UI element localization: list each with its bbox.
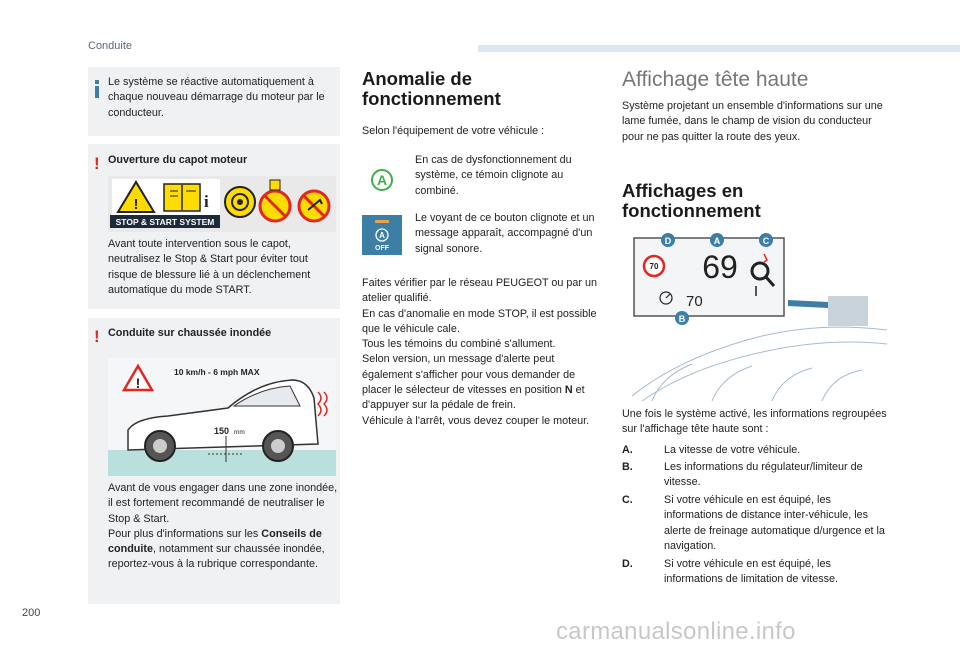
warning-icon: !: [94, 154, 100, 173]
warning-icon: !: [94, 327, 100, 346]
flood-text-2-prefix: Pour plus d'informations sur les: [108, 527, 262, 540]
anomaly-p4-bold: N: [564, 384, 573, 397]
marker-b: B: [678, 314, 686, 324]
anomaly-p4-suffix: et d'appuyer sur la pédale de frein.: [362, 384, 585, 412]
flood-text-2-link: Conseils de conduite: [108, 527, 322, 556]
depth-label: 150: [214, 426, 230, 436]
warning-lamp-a-icon: [362, 160, 402, 200]
hud-illustration: [622, 226, 892, 401]
anomaly-p5: Véhicule à l'arrêt, vous devez couper le moteur.: [362, 414, 590, 427]
flood-illustration: [108, 358, 336, 476]
sticker-label: STOP & START SYSTEM: [115, 217, 215, 227]
indicator-off-text: Le voyant de ce bouton clignote et un message apparaît, accompagné d'un signal sonore.: [415, 212, 595, 255]
hud-list-intro: Une fois le système activé, les informations regroupées sur l'affichage tête haute sont :: [622, 408, 887, 436]
anomaly-p2: En cas d'anomalie en mode STOP, il est possible que le véhicule cale.: [362, 307, 597, 335]
depth-unit: mm: [234, 429, 245, 436]
watermark: carmanualsonline.info: [556, 618, 796, 645]
anomaly-body: [362, 276, 607, 429]
list-letter-d: D.: [622, 558, 633, 570]
list-letter-b: B.: [622, 461, 633, 473]
hud-intro: Système projetant un ensemble d'informations sur une lame fumée, dans le champ de vision du conducteur pour ne pas quitter la route des yeux.: [622, 100, 883, 143]
indicator-a-text: En cas de dysfonctionnement du système, ce témoin clignote au combiné.: [415, 154, 572, 197]
hud-speed-value: 69: [702, 249, 738, 285]
hood-sticker-illustration: [108, 176, 336, 232]
section-title-displays: Affichages en fonctionnement: [622, 180, 761, 221]
list-text-d: Si votre véhicule en est équipé, les informations de limitation de vitesse.: [664, 558, 839, 586]
list-letter-c: C.: [622, 494, 633, 506]
warning-flood-text: [108, 481, 338, 573]
list-text-a: La vitesse de votre véhicule.: [664, 444, 801, 456]
info-icon: [93, 80, 101, 98]
warning-hood-text: Avant toute intervention sous le capot, neutralisez le Stop & Start pour éviter tout risque de blessure lié à un déclenchement automatique du mode START.: [108, 238, 311, 296]
flood-text-1: Avant de vous engager dans une zone inondée, il est fortement recommandé de neutraliser le Stop & Start.: [108, 482, 338, 525]
lamp-a-letter: A: [376, 172, 388, 188]
off-button-label: OFF: [375, 245, 389, 252]
info-text: Le système se réactive automatiquement à chaque nouveau démarrage du moteur par le conducteur.: [108, 76, 325, 119]
marker-a: A: [713, 236, 721, 246]
anomaly-intro: Selon l'équipement de votre véhicule :: [362, 125, 545, 137]
off-button-icon: [362, 215, 402, 255]
flood-text-2-suffix: , notamment sur chaussée inondée, reportez-vous à la rubrique correspondante.: [108, 543, 325, 571]
warning-flood-title: Conduite sur chaussée inondée: [108, 327, 272, 339]
section-label: Conduite: [88, 40, 133, 52]
header-bar: [478, 45, 960, 52]
svg-text:!: !: [133, 196, 139, 213]
off-button-letter: A: [379, 231, 385, 240]
marker-c: C: [762, 236, 770, 246]
hud-limit-value: 70: [649, 262, 659, 271]
marker-d: D: [664, 236, 672, 246]
section-title-anomaly: Anomalie de fonctionnement: [362, 68, 501, 109]
list-text-b: Les informations du régulateur/limiteur de vitesse.: [664, 461, 863, 489]
svg-text:i: i: [204, 192, 209, 211]
anomaly-p1: Faites vérifier par le réseau PEUGEOT ou par un atelier qualifié.: [362, 277, 598, 305]
list-letter-a: A.: [622, 444, 633, 456]
anomaly-p3: Tous les témoins du combiné s'allument.: [362, 338, 556, 351]
warning-hood-title: Ouverture du capot moteur: [108, 154, 248, 166]
hud-cruise-value: 70: [686, 293, 703, 310]
speed-limit-label: 10 km/h - 6 mph MAX: [174, 367, 260, 377]
svg-text:!: !: [135, 375, 141, 391]
section-title-hud: Affichage tête haute: [622, 68, 809, 91]
anomaly-p4-prefix: Selon version, un message d'alerte peut également s'afficher pour vous demander de placer le sélecteur de vitesses en position: [362, 353, 576, 397]
page-number: 200: [22, 607, 41, 619]
list-text-c: Si votre véhicule en est équipé, les informations de distance inter-véhicule, les alerte de freinage automatique d/urgence et la navigation.: [664, 494, 885, 552]
